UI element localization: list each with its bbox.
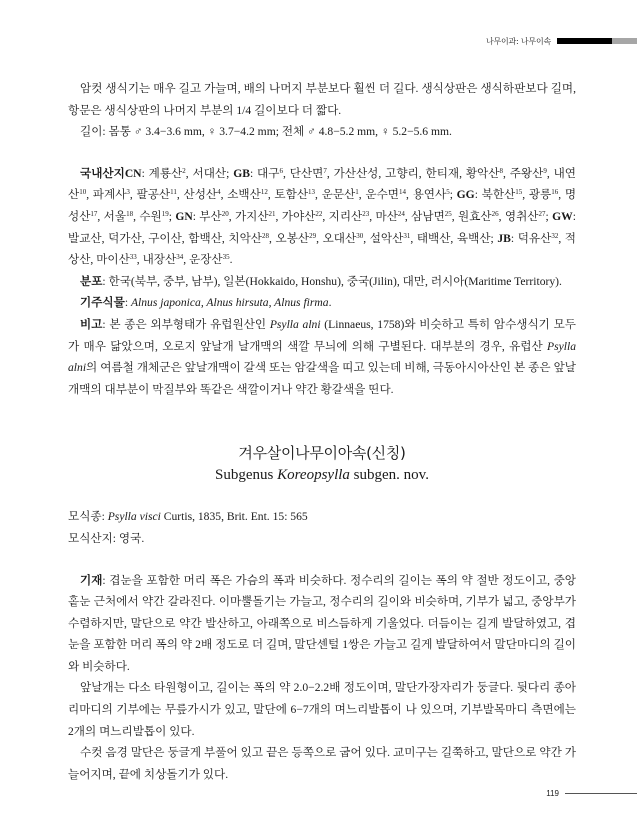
type-locality-line: 모식산지: 영국. — [68, 531, 145, 545]
text: , 명성산 — [68, 188, 577, 223]
species-name: Psylla visci — [107, 510, 161, 524]
description-label: 기재 — [80, 573, 103, 587]
header-bar-gray — [612, 38, 637, 44]
ref: 10 — [79, 188, 87, 197]
ref: 8 — [499, 166, 503, 175]
spacer — [68, 400, 576, 442]
text: , 태백산, 육백산; — [410, 231, 498, 245]
text: , 내연산 — [68, 166, 576, 202]
ref: 20 — [221, 209, 229, 218]
text: , 가산산성, 고향리, 한티재, 황악산 — [326, 166, 500, 180]
text: , 가지산 — [228, 209, 269, 223]
subgenus-title-english — [68, 464, 576, 486]
text: : 발교산, 덕가산, 구이산, 함백산, 치악산 — [68, 209, 576, 245]
ref: 34 — [176, 253, 184, 262]
ref: 12 — [260, 188, 268, 197]
genus-name: Koreopsylla — [277, 467, 350, 484]
text: , 토함산 — [267, 188, 309, 202]
text: , 원효산 — [451, 209, 492, 223]
distribution-paragraph — [68, 271, 576, 293]
text: : 북한산 — [474, 188, 516, 202]
description-paragraph-3: 수컷 음경 말단은 둥글게 부풀어 있고 끝은 등쪽으로 굽어 있다. 교미구는 길쭉하고, 말단으로 약간 가늘어지며, 끝에 치상돌기가 있다. — [68, 746, 576, 781]
ref: 2 — [182, 166, 186, 175]
species-name: Psylla alni — [68, 339, 576, 375]
running-header — [486, 36, 637, 46]
text: , 주왕산 — [502, 166, 544, 180]
text: Subgenus — [215, 467, 278, 484]
text: ; — [168, 209, 176, 223]
distribution-label: 분포 — [80, 274, 103, 288]
female-genitalia-paragraph: 암컷 생식기는 매우 길고 가늘며, 배의 나머지 부분보다 훨씬 더 길다. 생식상판은 생식하판보다 길며, 항문은 생식상판의 나머지 부분의 1/4 길이보다 더 짧다. — [68, 82, 576, 117]
ref: 11 — [170, 188, 177, 197]
ref: 14 — [398, 188, 406, 197]
ref: 22 — [315, 209, 323, 218]
text: . — [229, 253, 233, 267]
ref: 31 — [403, 231, 411, 240]
text: , 수원 — [133, 209, 162, 223]
ref: 27 — [538, 209, 546, 218]
ref: 3 — [126, 188, 130, 197]
footer-rule — [565, 793, 637, 794]
region-jb: JB — [497, 231, 511, 245]
description-paragraph-2: 앞날개는 다소 타원형이고, 길이는 폭의 약 2.0−2.2배 정도이며, 말단가장자리가 둥글다. 뒷다리 종아리마디의 기부에는 무릎가시가 있고, 말단에 6−7개의 며느리발톱이 나 있으며, 기부발목마디 측면에는 2개의 며느리발톱이 있다. — [68, 681, 576, 738]
ref: 32 — [551, 231, 559, 240]
ref: 13 — [308, 188, 316, 197]
ref: 33 — [129, 253, 137, 262]
text: : 겹눈을 포함한 머리 폭은 가슴의 폭과 비슷하다. 정수리의 길이는 폭의 약 절반 정도이고, 중앙홑눈 근처에서 약간 갈라진다. 이마뿔돌기는 가늘고, 정수리의 길이와 비슷하며, 기부가 넓고, 중앙부가 수렴하지만, 말단으로 약간 발산하고, 아래쪽으로 비스듬하게 기울었다. 더듬이는 길게 발달하였고, 겹눈을 포함한 머리 폭의 약 2배 정도로 더 길며, 말단센털 1쌍은 가늘고 길게 발달하여서 말단마디의 길이와 비슷하다. — [68, 573, 576, 673]
page-footer — [546, 789, 637, 798]
text: : 부산 — [192, 209, 222, 223]
text: , 오봉산 — [269, 231, 310, 245]
text: , 서대산; — [185, 166, 234, 180]
ref: 7 — [323, 166, 327, 175]
spacer — [68, 143, 576, 163]
ref: 19 — [161, 209, 169, 218]
ref: 25 — [444, 209, 452, 218]
ref: 9 — [543, 166, 547, 175]
spacer — [68, 550, 576, 570]
ref: 4 — [217, 188, 221, 197]
text: , 운장산 — [183, 253, 223, 267]
ref: 6 — [279, 166, 283, 175]
text: : 본 종은 외부형태가 유럽원산인 — [102, 317, 270, 331]
text: , 운문산 — [315, 188, 356, 202]
text: ; — [449, 188, 457, 202]
text: : — [124, 296, 131, 310]
text: , 삼남면 — [404, 209, 445, 223]
ref: 1 — [355, 188, 359, 197]
region-gw: GW — [552, 209, 573, 223]
text: , 파계사 — [86, 188, 127, 202]
text: . — [328, 296, 332, 310]
text: , 서울 — [97, 209, 127, 223]
description-paragraph-1 — [68, 570, 576, 678]
domestic-label: 국내산지 — [80, 166, 125, 180]
distribution-text: : 한국(북부, 중부, 남부), 일본(Hokkaido, Honshu), 중국(Jilin), 대만, 러시아(Maritime Territory). — [102, 274, 562, 288]
ref: 21 — [268, 209, 276, 218]
domestic-localities-paragraph — [68, 163, 576, 271]
text: : 대구 — [249, 166, 280, 180]
spacer — [68, 486, 576, 506]
region-gn: GN — [175, 209, 193, 223]
text: , 영취산 — [498, 209, 539, 223]
ref: 17 — [90, 209, 98, 218]
ref: 24 — [397, 209, 405, 218]
type-species-line — [68, 506, 576, 528]
text: , 산성산 — [176, 188, 218, 202]
text: , 오대산 — [316, 231, 357, 245]
species-name: Psylla alni — [269, 317, 321, 331]
running-title: 나무이과: 나무이속 — [485, 36, 551, 46]
text: ; — [545, 209, 553, 223]
region-gb: GB — [233, 166, 250, 180]
ref: 28 — [262, 231, 269, 240]
text: : 계룡산 — [141, 166, 183, 180]
text: : 덕유산 — [510, 231, 552, 245]
ref: 30 — [356, 231, 364, 240]
host-label: 기주식물 — [80, 296, 125, 310]
type-species-label: 모식종: — [68, 510, 108, 524]
text: , 팔공산 — [129, 188, 171, 202]
text: , 단산면 — [282, 166, 324, 180]
ref: 26 — [491, 209, 499, 218]
region-gg: GG — [456, 188, 475, 202]
text: , 지리산 — [322, 209, 363, 223]
ref: 23 — [362, 209, 370, 218]
text: , 운수면 — [358, 188, 399, 202]
text: (Linnaeus, 1758)와 비슷하고 특히 암수생식기 모두가 매우 닮았으며, 오로지 앞날개 날개맥의 색깔 무늬에 의해 구별된다. 대부분의 경우, 유럽산 — [68, 317, 576, 353]
region-cn: CN — [124, 166, 142, 180]
host-plants-list: Alnus japonica, Alnus hirsuta, Alnus firma — [130, 296, 329, 310]
page-number: 119 — [546, 789, 559, 798]
text: , 내장산 — [136, 253, 177, 267]
ref: 29 — [309, 231, 317, 240]
remarks-paragraph — [68, 314, 576, 400]
text: , 용연사 — [405, 188, 447, 202]
text: , 설악산 — [363, 231, 404, 245]
remarks-label: 비고 — [80, 317, 103, 331]
text: , 적상산, 마이산 — [68, 231, 577, 267]
ref: 18 — [126, 209, 134, 218]
text: 의 여름철 개체군은 앞날개맥이 갈색 또는 암갈색을 띠고 있는데 비해, 극동아시아산인 본 종은 앞날개맥의 대부분이 막질부와 똑같은 색깔이거나 약간 황갈색을 띤다. — [68, 361, 576, 396]
ref: 35 — [222, 253, 230, 262]
page-body — [68, 78, 576, 785]
citation: Curtis, 1835, Brit. Ent. 15: 565 — [160, 510, 308, 524]
text: , 소백산 — [220, 188, 261, 202]
text: , 광릉 — [522, 188, 552, 202]
text: subgen. nov. — [349, 467, 429, 484]
length-paragraph: 길이: 몸통 ♂ 3.4−3.6 mm, ♀ 3.7−4.2 mm; 전체 ♂ 4.8−5.2 mm, ♀ 5.2−5.6 mm. — [80, 125, 452, 139]
ref: 16 — [551, 188, 559, 197]
text: , 마산 — [369, 209, 398, 223]
subgenus-title-korean: 겨우살이나무이아속(신칭) — [238, 444, 406, 463]
text: , 가야산 — [275, 209, 316, 223]
ref: 15 — [515, 188, 523, 197]
header-bar-black — [557, 38, 612, 44]
ref: 5 — [446, 188, 450, 197]
host-plants-paragraph — [68, 292, 576, 314]
